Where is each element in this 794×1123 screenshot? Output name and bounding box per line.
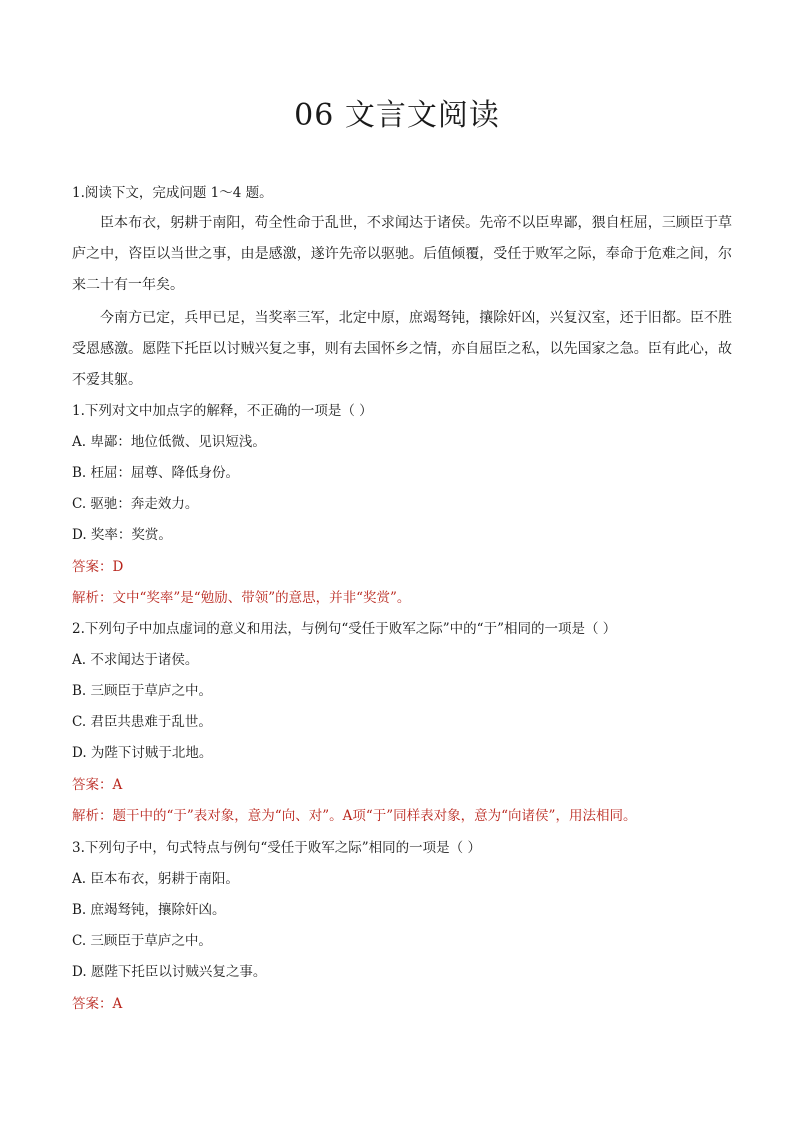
question-2-option-a: A. 不求闻达于诸侯。 (72, 652, 199, 668)
question-3-option-d: D. 愿陛下托臣以讨贼兴复之事。 (72, 964, 267, 980)
question-3-stem: 3.下列句子中，句式特点与例句“受任于败军之际”相同的一项是（ ） (72, 840, 481, 856)
passage-paragraph-2: 今南方已定，兵甲已足，当奖率三军，北定中原，庶竭驽钝，攘除奸凶，兴复汉室，还于旧都。臣不胜受恩感激。愿陛下托臣以讨贼兴复之事，则有去国怀乡之情，亦自屈臣之私，以先国家之急。臣有此心，故不爱其躯。 (72, 310, 732, 388)
question-2-option-d: D. 为陛下讨贼于北地。 (72, 745, 213, 761)
question-1-stem: 1.下列对文中加点字的解释，不正确的一项是（ ） (72, 403, 373, 419)
question-3-option-b: B. 庶竭驽钝，攘除奸凶。 (72, 902, 226, 918)
question-1-option-c: C. 驱驰：奔走效力。 (72, 496, 199, 512)
question-3-option-c: C. 三顾臣于草庐之中。 (72, 933, 212, 949)
question-2-option-c: C. 君臣共患难于乱世。 (72, 714, 212, 730)
question-3-option-a: A. 臣本布衣，躬耕于南阳。 (72, 871, 239, 887)
question-3-answer: 答案：A (72, 996, 123, 1012)
question-1-answer: 答案：D (72, 559, 124, 575)
question-2-option-b: B. 三顾臣于草庐之中。 (72, 683, 213, 699)
intro-line: 1.阅读下文，完成问题 1～4 题。 (72, 185, 273, 201)
question-1-analysis: 解析：文中“奖率”是“勉励、带领”的意思，并非“奖赏”。 (72, 590, 411, 606)
page-title: 06 文言文阅读 (294, 98, 500, 133)
question-2-analysis: 解析：题干中的“于”表对象，意为“向、对”。A项“于”同样表对象，意为“向诸侯”，用法相同。 (72, 808, 637, 824)
question-1-option-b: B. 枉屈：屈尊、降低身份。 (72, 465, 240, 481)
question-1-option-d: D. 奖率：奖赏。 (72, 527, 172, 543)
question-1-option-a: A. 卑鄙：地位低微、见识短浅。 (72, 434, 266, 450)
question-2-stem: 2.下列句子中加点虚词的意义和用法，与例句“受任于败军之际”中的“于”相同的一项是（ ） (72, 621, 617, 637)
question-2-answer: 答案：A (72, 777, 123, 793)
passage-paragraph-1: 臣本布衣，躬耕于南阳，苟全性命于乱世，不求闻达于诸侯。先帝不以臣卑鄙，猥自枉屈，三顾臣于草庐之中，咨臣以当世之事，由是感激，遂许先帝以驱驰。后值倾覆，受任于败军之际，奉命于危难之间，尔来二十有一年矣。 (72, 215, 732, 293)
